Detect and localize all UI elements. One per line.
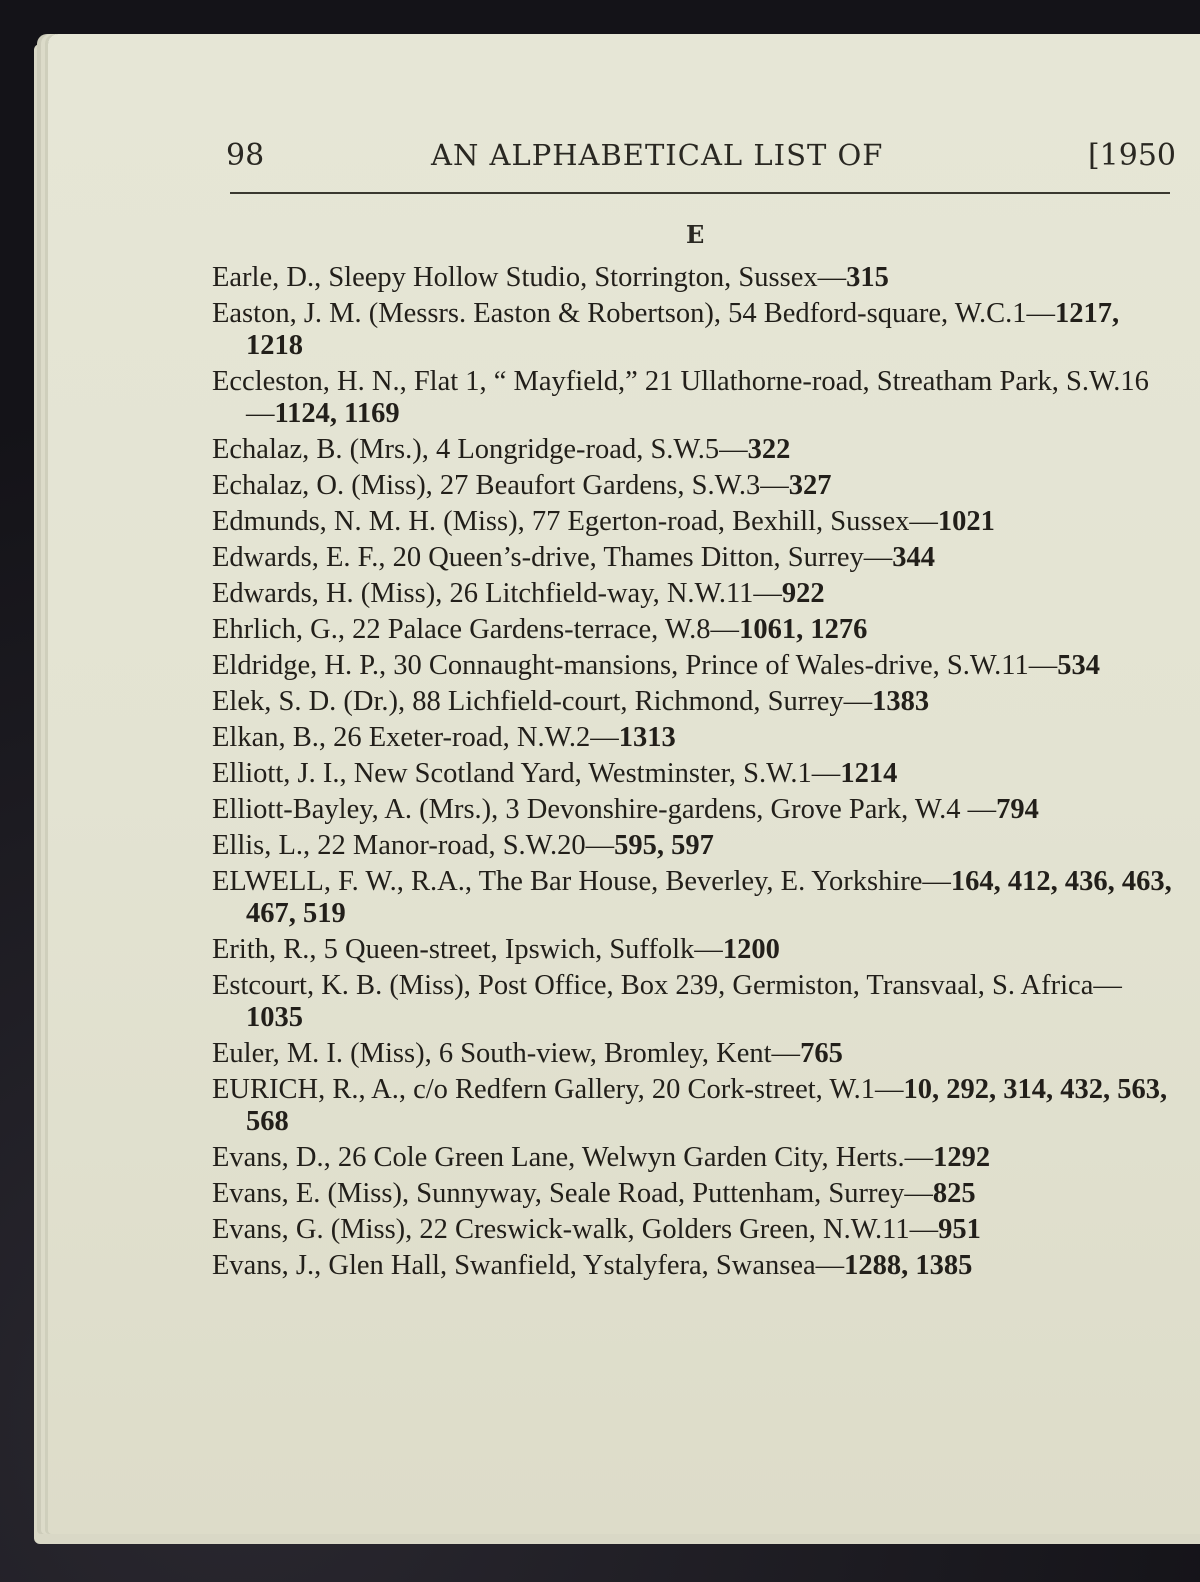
entry-text: Earle, D., Sleepy Hollow Studio, Storrington, Sussex— <box>212 262 847 293</box>
entry-text: Easton, J. M. (Messrs. Easton & Robertson), 54 Bedford-square, W.C.1— <box>212 298 1056 329</box>
entry-text: Euler, M. I. (Miss), 6 South-view, Bromley, Kent— <box>212 1038 801 1069</box>
entry-numbers: 951 <box>938 1214 981 1245</box>
entry-text: Evans, G. (Miss), 22 Creswick-walk, Golders Green, N.W.11— <box>212 1214 939 1245</box>
entry-numbers: 1061, 1276 <box>739 614 868 645</box>
section-letter: E <box>686 220 705 249</box>
list-item <box>212 1142 1174 1174</box>
entry-numbers: 315 <box>846 262 889 293</box>
entry-text: Edmunds, N. M. H. (Miss), 77 Egerton-road, Bexhill, Sussex— <box>212 506 938 537</box>
entry-list <box>212 262 1174 1286</box>
list-item <box>212 506 1174 538</box>
list-item <box>212 1038 1174 1070</box>
entry-text: Elek, S. D. (Dr.), 88 Lichfield-court, Richmond, Surrey— <box>212 686 873 717</box>
entry-text: Ehrlich, G., 22 Palace Gardens-terrace, W.8— <box>212 614 740 645</box>
entry-text: ELWELL, F. W., R.A., The Bar House, Beverley, E. Yorkshire— <box>212 866 951 897</box>
list-item <box>212 794 1174 826</box>
entry-text: Elkan, B., 26 Exeter-road, N.W.2— <box>212 722 619 753</box>
entry-numbers: 10, 292, 314, 432, 563, 568 <box>246 1074 1168 1137</box>
list-item <box>212 262 1174 294</box>
list-item <box>212 366 1174 430</box>
year-mark: [1950 <box>1087 138 1176 173</box>
list-item <box>212 722 1174 754</box>
list-item <box>212 614 1174 646</box>
entry-text: Elliott, J. I., New Scotland Yard, Westminster, S.W.1— <box>212 758 841 789</box>
entry-text: Eccleston, H. N., Flat 1, “ Mayfield,” 21 Ullathorne-road, Streatham Park, S.W.16— <box>212 366 1149 429</box>
entry-text: Echalaz, O. (Miss), 27 Beaufort Gardens, S.W.3— <box>212 470 789 501</box>
entry-text: Evans, D., 26 Cole Green Lane, Welwyn Garden City, Herts.— <box>212 1142 934 1173</box>
running-title: AN ALPHABETICAL LIST OF <box>431 138 884 172</box>
entry-text: Edwards, H. (Miss), 26 Litchfield-way, N.W.11— <box>212 578 782 609</box>
entry-text: Ellis, L., 22 Manor-road, S.W.20— <box>212 830 615 861</box>
entry-numbers: 1214 <box>840 758 898 789</box>
list-item <box>212 686 1174 718</box>
entry-numbers: 1035 <box>246 1002 303 1033</box>
list-item <box>212 1074 1174 1138</box>
list-item <box>212 1178 1174 1210</box>
list-item <box>212 830 1174 862</box>
entry-numbers: 1288, 1385 <box>844 1250 973 1281</box>
entry-numbers: 595, 597 <box>614 830 714 861</box>
entry-numbers: 1124, 1169 <box>274 398 400 429</box>
page-number: 98 <box>226 138 265 173</box>
entry-numbers: 344 <box>892 542 936 573</box>
entry-text: Estcourt, K. B. (Miss), Post Office, Box 239, Germiston, Transvaal, S. Africa— <box>212 970 1122 1001</box>
entry-numbers: 1383 <box>872 686 930 717</box>
list-item <box>212 970 1174 1034</box>
entry-numbers: 534 <box>1057 650 1100 681</box>
list-item <box>212 1250 1174 1282</box>
entry-numbers: 765 <box>800 1038 843 1069</box>
entry-numbers: 327 <box>788 470 832 501</box>
entry-numbers: 322 <box>747 434 791 465</box>
list-item <box>212 866 1174 930</box>
entry-numbers: 1292 <box>933 1142 991 1173</box>
entry-numbers: 1200 <box>722 934 780 965</box>
entry-text: Evans, J., Glen Hall, Swanfield, Ystalyfera, Swansea— <box>212 1250 845 1281</box>
header-rule <box>230 192 1170 194</box>
list-item <box>212 470 1174 502</box>
list-item <box>212 758 1174 790</box>
entry-text: Evans, E. (Miss), Sunnyway, Seale Road, Puttenham, Surrey— <box>212 1178 933 1209</box>
entry-numbers: 1021 <box>937 506 995 537</box>
list-item <box>212 434 1174 466</box>
entry-numbers: 922 <box>781 578 825 609</box>
list-item <box>212 578 1174 610</box>
list-item <box>212 542 1174 574</box>
entry-numbers: 1313 <box>618 722 676 753</box>
entry-numbers: 794 <box>996 794 1039 825</box>
list-item <box>212 1214 1174 1246</box>
entry-text: Echalaz, B. (Mrs.), 4 Longridge-road, S.W.5— <box>212 434 748 465</box>
list-item <box>212 650 1174 682</box>
entry-text: Elliott-Bayley, A. (Mrs.), 3 Devonshire-gardens, Grove Park, W.4 — <box>212 794 997 825</box>
entry-text: Eldridge, H. P., 30 Connaught-mansions, Prince of Wales-drive, S.W.11— <box>212 650 1058 681</box>
page-header <box>226 138 1176 182</box>
entry-numbers: 1217, 1218 <box>246 298 1120 361</box>
entry-numbers: 164, 412, 436, 463, 467, 519 <box>246 866 1172 929</box>
entry-text: Edwards, E. F., 20 Queen’s-drive, Thames Ditton, Surrey— <box>212 542 893 573</box>
list-item <box>212 934 1174 966</box>
entry-text: EURICH, R., A., c/o Redfern Gallery, 20 Cork-street, W.1— <box>212 1074 904 1105</box>
entry-numbers: 825 <box>932 1178 976 1209</box>
list-item <box>212 298 1174 362</box>
entry-text: Erith, R., 5 Queen-street, Ipswich, Suffolk— <box>212 934 723 965</box>
